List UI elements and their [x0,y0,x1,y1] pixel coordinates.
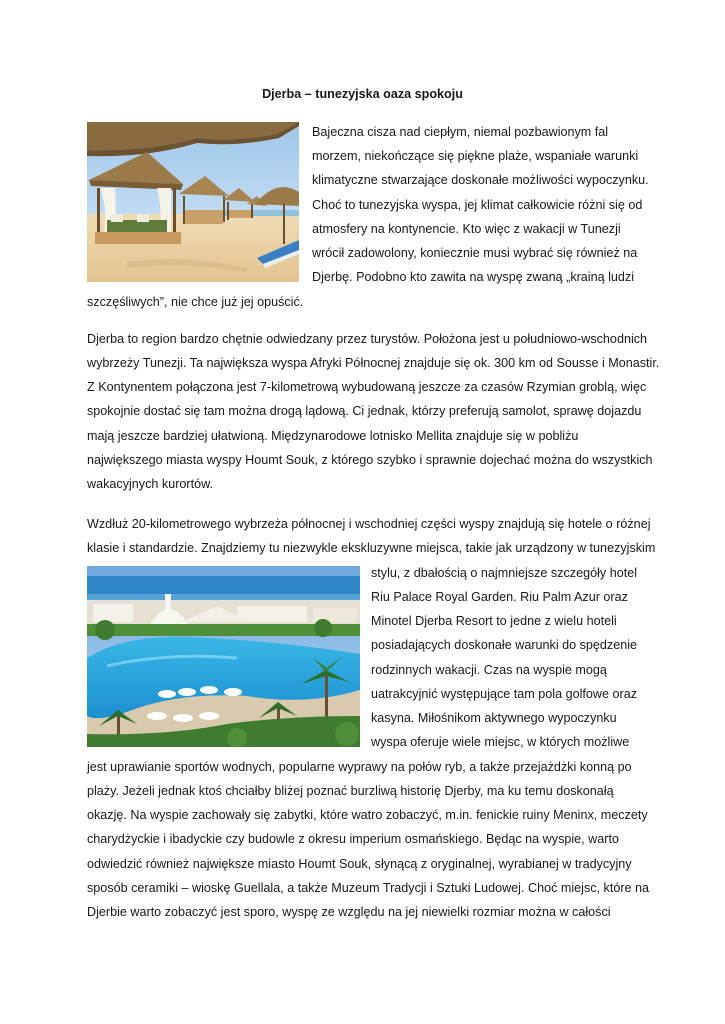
para1-line-7: Djerbę. Podobno kto zawita na wyspę zwaną „krainą ludzi [312,270,635,284]
para3-line-2: klasie i standardzie. Znajdziemy tu niezwykle ekskluzywne miejsca, takie jak urządzony w tunezyjskim [87,541,656,555]
para3-line-1: Wzdłuż 20-kilometrowego wybrzeża północnej i wschodniej części wyspy znajdują się hotele o różnej [87,517,651,531]
para3-line-6: posiadających doskonałe warunki do spędzenie [371,638,638,652]
para3-line-14: charydżyckie i ibadyckie czy budowle z okresu imperium osmańskiego. Będąc na wyspie, warto [87,832,619,846]
para3-line-7: rodzinnych wakacji. Czas na wyspie mogą [371,663,607,677]
para3-line-11: jest uprawianie sportów wodnych, popularne wyprawy na połów ryb, a także przejażdżki konną po [87,760,632,774]
para1-line-2: morzem, niekończące się piękne plaże, wspaniałe warunki [312,149,639,163]
para2-line-5: mają jeszcze bardziej ułatwioną. Międzynarodowe lotnisko Mellita znajduje się w pobliżu [87,429,579,443]
beach-cabana-photo [87,122,299,282]
para3-line-13: okazję. Na wyspie zachowały się zabytki, które watro zobaczyć, m.in. fenickie ruiny Meninx, meczety [87,808,648,822]
resort-pool-photo [87,566,360,747]
para2-line-6: największego miasta wyspy Houmt Souk, z którego szybko i sprawnie dojechać można do wszystkich [87,453,653,467]
para2-line-2: wybrzeży Tunezji. Ta największa wyspa Afryki Północnej znajduje się ok. 300 km od Sousse i Monastir. [87,356,660,370]
para1-line-6: wrócił zadowolony, koniecznie musi wybrać się również na [312,246,638,260]
para3-line-3: stylu, z dbałością o najmniejsze szczegóły hotel [371,566,637,580]
para1-line-3: klimatyczne stwarzające doskonałe możliwości wypoczynku. [312,173,649,187]
para3-line-16: sposób ceramiki – wioskę Guellala, a także Muzeum Tradycji i Sztuki Ludowej. Choć miejsc, które na [87,881,650,895]
para3-line-9: kasyna. Miłośnikom aktywnego wypoczynku [371,711,617,725]
para1-line-4: Choć to tunezyjska wyspa, jej klimat całkowicie różni się od [312,198,643,212]
document-title: Djerba – tunezyjska oaza spokoju [262,87,463,101]
para3-line-8: uatrakcyjnić występujące tam pola golfowe oraz [371,687,637,701]
para3-line-17: Djerbie warto zobaczyć jest sporo, wyspę ze względu na jej niewielki rozmiar można w całości [87,905,611,919]
para2-line-3: Z Kontynentem połączona jest 7-kilometrową wybudowaną jeszcze za czasów Rzymian groblą, więc [87,380,647,394]
para3-line-4: Riu Palace Royal Garden. Riu Palm Azur oraz [371,590,628,604]
para1-line-8: szczęśliwych”, nie chce już jej opuścić. [87,295,304,309]
para3-line-15: odwiedzić również największe miasto Houmt Souk, słynącą z oryginalnej, wyrabianej w tradycyjny [87,857,632,871]
para1-line-5: atmosfery na kontynencie. Kto więc z wakacji w Tunezji [312,222,621,236]
para3-line-10: wyspa oferuje wiele miejsc, w których możliwe [371,735,630,749]
para3-line-12: plaży. Jeżeli jednak ktoś chciałby bliżej poznać burzliwą historię Djerby, ma ku temu doskonałą [87,784,614,798]
para2-line-1: Djerba to region bardzo chętnie odwiedzany przez turystów. Położona jest u południowo-wschodnich [87,332,648,346]
para2-line-4: spokojnie dostać się tam można drogą lądową. Ci jednak, którzy preferują samolot, sprawę dojazdu [87,404,642,418]
para2-line-7: wakacyjnych kurortów. [87,477,213,491]
para3-line-5: Minotel Djerba Resort to jedne z wielu hoteli [371,614,617,628]
para1-line-1: Bajeczna cisza nad ciepłym, niemal pozbawionym fal [312,125,609,139]
